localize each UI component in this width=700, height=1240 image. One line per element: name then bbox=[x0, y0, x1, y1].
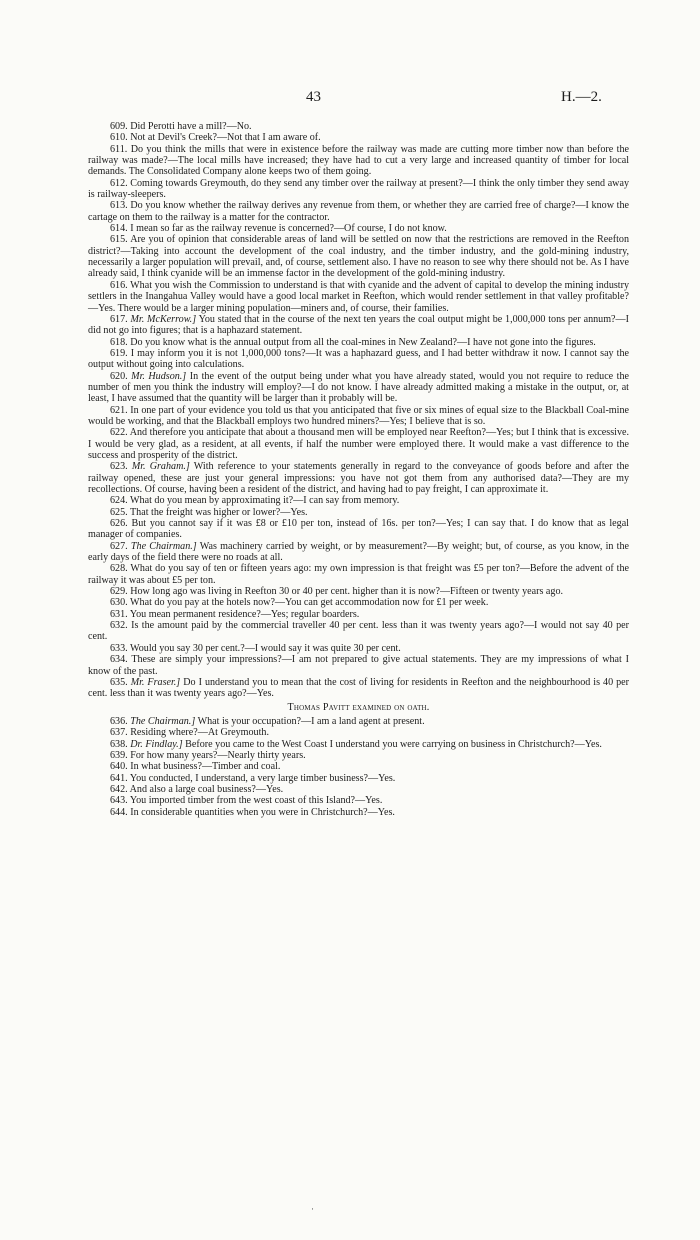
question-number: 612. bbox=[110, 177, 128, 189]
question-answer-text: What you wish the Commission to understand is that with cyanide and the advent of capital to develop the mining industry settlers in the Inangahua Valley would have a good local market in Reefton, which would render settlement in that valley profitable?—Yes. There would be a larger mining population—miners and, of course, their families. bbox=[88, 279, 630, 314]
question-answer-text: What is your occupation?—I am a land agent at present. bbox=[197, 715, 425, 727]
evidence-section-first-witness bbox=[88, 121, 629, 700]
question-paragraph bbox=[88, 739, 629, 750]
question-paragraph bbox=[88, 280, 629, 314]
question-answer-text: You imported timber from the west coast of this Island?—Yes. bbox=[129, 795, 383, 807]
question-answer-text: But you cannot say if it was £8 or £10 per ton, instead of 16s. per ton?—Yes; I can say that. I do know that as legal manager of companies. bbox=[88, 518, 629, 541]
question-answer-text: That the freight was higher or lower?—Yes. bbox=[130, 506, 308, 518]
speaker-name: Mr. Fraser.] bbox=[130, 676, 181, 688]
question-number: 643. bbox=[110, 795, 128, 807]
question-paragraph bbox=[88, 773, 629, 784]
speaker-name: Mr. Graham.] bbox=[131, 461, 190, 473]
question-number: 610. bbox=[110, 132, 128, 144]
question-paragraph bbox=[88, 609, 629, 620]
evidence-section-thomas-pavitt bbox=[88, 716, 629, 818]
question-number: 617. bbox=[110, 313, 128, 325]
question-answer-text: For how many years?—Nearly thirty years. bbox=[130, 749, 306, 761]
question-paragraph bbox=[88, 586, 629, 597]
question-number: 644. bbox=[110, 806, 128, 818]
question-number: 619. bbox=[110, 347, 128, 359]
question-number: 642. bbox=[110, 783, 128, 795]
question-number: 640. bbox=[110, 761, 128, 773]
question-number: 631. bbox=[110, 608, 128, 620]
question-number: 623. bbox=[110, 461, 128, 473]
question-number: 630. bbox=[110, 597, 128, 609]
question-number: 633. bbox=[110, 642, 128, 654]
speaker-name: The Chairman.] bbox=[130, 715, 196, 727]
question-number: 615. bbox=[110, 234, 128, 246]
question-number: 620. bbox=[110, 370, 128, 382]
question-paragraph bbox=[88, 807, 629, 818]
question-number: 626. bbox=[110, 518, 128, 530]
question-answer-text: Are you of opinion that considerable areas of land will be settled on now that the restrictions are removed in the Reefton district?—Taking into account the development of the coal industry, and the timber industry, and the gold-mining industry, necessarily a larger population will prevail, and, of course, settlement also. I have no reason to see why there should not be. As I have already said, I think cyanide will be an immense factor in the development of the gold-mining industry. bbox=[88, 234, 629, 280]
question-paragraph bbox=[88, 144, 629, 178]
question-answer-text: Do I understand you to mean that the cost of living for residents in Reefton and the neighbourhood is 40 per cent. less than it was twenty years ago?—Yes. bbox=[88, 676, 630, 700]
question-number: 618. bbox=[110, 336, 128, 348]
question-answer-text: And also a large coal business?—Yes. bbox=[129, 783, 284, 795]
footer-mark: · bbox=[311, 1204, 314, 1214]
question-number: 611. bbox=[110, 143, 128, 155]
question-number: 622. bbox=[110, 427, 128, 439]
question-number: 629. bbox=[110, 586, 128, 598]
question-number: 636. bbox=[110, 715, 128, 727]
question-paragraph bbox=[88, 761, 629, 772]
speaker-name: The Chairman.] bbox=[130, 540, 197, 552]
question-paragraph bbox=[88, 541, 629, 564]
question-paragraph bbox=[88, 507, 629, 518]
question-paragraph bbox=[88, 727, 629, 738]
question-answer-text: In what business?—Timber and coal. bbox=[130, 761, 281, 773]
question-paragraph bbox=[88, 495, 629, 506]
question-paragraph bbox=[88, 461, 629, 495]
question-answer-text: Not at Devil's Creek?—Not that I am aware of. bbox=[130, 132, 321, 144]
question-paragraph bbox=[88, 314, 629, 337]
question-answer-text: With reference to your statements generally in regard to the conveyance of goods before and after the railway opened, these are just your general impressions: you have not got them from any authorised data?—They are my recollections. Of course, having been a resident of the district, and having had to pay freight, I can approximate it. bbox=[88, 461, 629, 495]
question-number: 621. bbox=[110, 404, 128, 416]
question-number: 635. bbox=[110, 676, 128, 688]
question-paragraph bbox=[88, 234, 629, 279]
question-number: 614. bbox=[110, 223, 128, 235]
question-paragraph bbox=[88, 178, 629, 201]
question-paragraph bbox=[88, 654, 629, 677]
question-number: 639. bbox=[110, 749, 128, 761]
question-number: 625. bbox=[110, 506, 128, 518]
question-number: 609. bbox=[110, 121, 128, 132]
speaker-name: Mr. Hudson.] bbox=[131, 370, 187, 382]
question-answer-text: Before you came to the West Coast I understand you were carrying on business in Christchurch?—Yes. bbox=[185, 738, 602, 750]
question-answer-text: Did Perotti have a mill?—No. bbox=[130, 121, 252, 132]
question-answer-text: I mean so far as the railway revenue is concerned?—Of course, I do not know. bbox=[130, 223, 447, 235]
question-answer-text: Do you know whether the railway derives any revenue from them, or whether they are carried free of charge?—I know the cartage on them to the railway is a matter for the contractor. bbox=[88, 200, 629, 223]
question-number: 613. bbox=[110, 200, 128, 212]
question-number: 624. bbox=[110, 495, 128, 507]
question-number: 616. bbox=[110, 279, 128, 291]
question-paragraph bbox=[88, 784, 629, 795]
question-paragraph bbox=[88, 643, 629, 654]
question-paragraph bbox=[88, 563, 629, 586]
question-number: 641. bbox=[110, 772, 128, 784]
question-answer-text: You stated that in the course of the next ten years the coal output might be 1,000,000 tons per annum?—I did not go into figures; that is a haphazard statement. bbox=[88, 313, 629, 337]
question-paragraph bbox=[88, 427, 629, 461]
question-number: 638. bbox=[110, 738, 128, 750]
question-answer-text: What do you mean by approximating it?—I can say from memory. bbox=[130, 495, 400, 507]
question-paragraph bbox=[88, 795, 629, 806]
question-paragraph bbox=[88, 223, 629, 234]
question-answer-text: These are simply your impressions?—I am not prepared to give actual statements. They are my impressions of what I know of the past. bbox=[88, 654, 629, 677]
question-paragraph bbox=[88, 750, 629, 761]
document-reference: H.—2. bbox=[561, 89, 602, 105]
question-answer-text: Residing where?—At Greymouth. bbox=[130, 727, 269, 739]
question-answer-text: Do you know what is the annual output from all the coal-mines in New Zealand?—I have not gone into the figures. bbox=[130, 336, 596, 348]
question-paragraph bbox=[88, 597, 629, 608]
question-paragraph bbox=[88, 716, 629, 727]
question-answer-text: Do you think the mills that were in existence before the railway was made are cutting more timber now than before the railway was made?—The local mills have increased; they have had to cut a very large and increased quantity of timber for local demands. The Consolidated Company alone keeps two of them going. bbox=[88, 143, 629, 178]
question-answer-text: In the event of the output being under what you have already stated, would you not require to reduce the number of men you think the industry will employ?—I do not know. I have already admitted making a mistake in the output, or, at least, I have assumed that the quantity will be larger than it probably will be. bbox=[88, 370, 629, 405]
evidence-text bbox=[88, 121, 629, 818]
page-number: 43 bbox=[306, 89, 321, 105]
question-number: 627. bbox=[110, 540, 128, 552]
witness-heading: Thomas Pavitt examined on oath. bbox=[287, 701, 430, 713]
question-number: 632. bbox=[110, 620, 128, 632]
question-number: 628. bbox=[110, 563, 128, 575]
question-paragraph bbox=[88, 348, 629, 371]
question-paragraph bbox=[88, 132, 629, 143]
question-answer-text: In considerable quantities when you were in Christchurch?—Yes. bbox=[130, 806, 395, 818]
question-answer-text: And therefore you anticipate that about a thousand men will be employed near Reefton?—Yes; but I think that is excessive. I would be very glad, as a resident, at all events, if half the number were employed there. It would make a vast difference to the success and prosperity of the district. bbox=[88, 427, 630, 461]
question-paragraph bbox=[88, 620, 629, 643]
question-paragraph bbox=[88, 121, 629, 132]
question-answer-text: How long ago was living in Reefton 30 or 40 per cent. higher than it is now?—Fifteen or twenty years ago. bbox=[130, 586, 564, 598]
speaker-name: Dr. Findlay.] bbox=[130, 738, 183, 750]
question-answer-text: Was machinery carried by weight, or by measurement?—By weight; but, of course, as you know, in the early days of the field there were no roads at all. bbox=[88, 540, 630, 564]
question-answer-text: Is the amount paid by the commercial traveller 40 per cent. less than it was twenty years ago?—I would not say 40 per cent. bbox=[88, 620, 630, 643]
question-number: 634. bbox=[110, 654, 128, 666]
question-paragraph bbox=[88, 518, 629, 541]
question-paragraph bbox=[88, 371, 629, 405]
question-paragraph bbox=[88, 677, 629, 700]
question-answer-text: Coming towards Greymouth, do they send any timber over the railway at present?—I think the only timber they send away is railway-sleepers. bbox=[88, 177, 629, 201]
question-answer-text: What do you pay at the hotels now?—You can get accommodation now for £1 per week. bbox=[130, 597, 489, 609]
question-paragraph bbox=[88, 337, 629, 348]
page-header bbox=[0, 89, 700, 109]
question-number: 637. bbox=[110, 727, 128, 739]
question-answer-text: I may inform you it is not 1,000,000 tons?—It was a haphazard guess, and I had better withdraw it now. I cannot say the output without going into calculations. bbox=[88, 347, 629, 371]
question-paragraph bbox=[88, 200, 629, 223]
question-answer-text: In one part of your evidence you told us that you anticipated that five or six mines of equal size to the Blackball Coal-mine would be working, and that the Blackball employs two hundred miners?—Yes; I believe that is so. bbox=[88, 404, 629, 427]
question-answer-text: You conducted, I understand, a very large timber business?—Yes. bbox=[129, 772, 396, 784]
question-answer-text: Would you say 30 per cent.?—I would say it was quite 30 per cent. bbox=[130, 642, 401, 654]
speaker-name: Mr. McKerrow.] bbox=[130, 313, 197, 325]
question-paragraph bbox=[88, 405, 629, 428]
question-answer-text: What do you say of ten or fifteen years ago: my own impression is that freight was £5 per ton?—Before the advent of the railway it was about £5 per ton. bbox=[88, 563, 629, 586]
question-answer-text: You mean permanent residence?—Yes; regular boarders. bbox=[129, 608, 360, 620]
